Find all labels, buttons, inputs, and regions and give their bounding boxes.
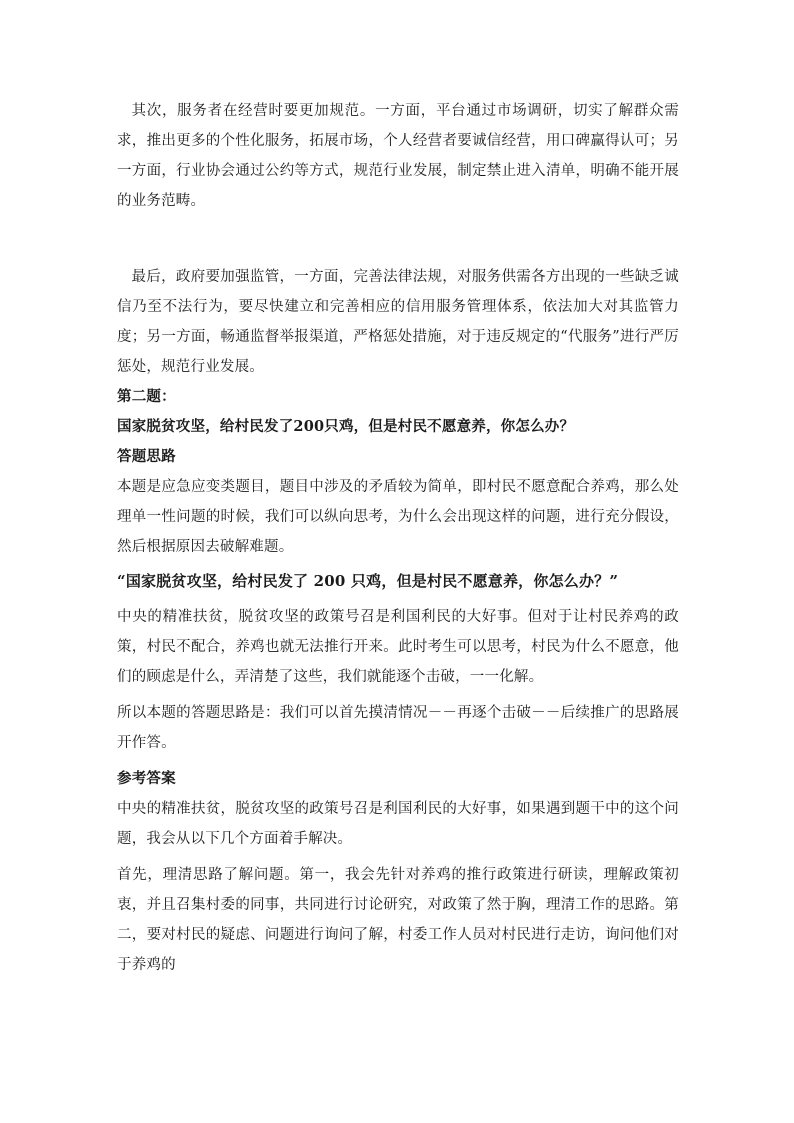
- approach-heading: 答题思路: [117, 448, 176, 465]
- question-title: 国家脱贫攻坚，给村民发了200只鸡，但是村民不愿意养，你怎么办？: [117, 418, 575, 435]
- approach-text: 本题是应急应变类题目，题目中涉及的矛盾较为简单，即村民不愿意配合养鸡，那么处理单一性问题的时候，我们可以纵向思考，为什么会出现这样的问题，进行充分假设，然后根据原因去破解难题。: [117, 479, 679, 555]
- analysis-paragraph-1: 中央的精准扶贫，脱贫攻坚的政策号召是利国利民的大好事。但对于让村民养鸡的政策，村民不配合，养鸡也就无法推行开来。此时考生可以思考，村民为什么不愿意，他们的顾虑是什么，弄清楚了这些，我们就能逐个击破，一一化解。: [117, 609, 679, 685]
- paragraph-second-point: 其次，服务者在经营时要更加规范。一方面，平台通过市场调研，切实了解群众需求，推出更多的个性化服务，拓展市场，个人经营者要诚信经营，用口碑赢得认可；另一方面，行业协会通过公约等方式，规范行业发展，制定禁止进入清单，明确不能开展的业务范畴。: [117, 103, 679, 209]
- answer-heading: 参考答案: [117, 770, 176, 787]
- question-label: 第二题：: [117, 388, 176, 405]
- analysis-paragraph-2: 所以本题的答题思路是：我们可以首先摸清情况－－再逐个击破－－后续推广的思路展开作答。: [117, 705, 679, 751]
- question-quote: “国家脱贫攻坚，给村民发了 200 只鸡，但是村民不愿意养，你怎么办？”: [117, 572, 619, 590]
- answer-first-point: 首先，理清思路了解问题。第一，我会先针对养鸡的推行政策进行研读，理解政策初衷，并且召集村委的同事，共同进行讨论研究，对政策了然于胸，理清工作的思路。第二，要对村民的疑虑、问题进行询问了解，村委工作人员对村民进行走访，询问他们对于养鸡的: [117, 867, 679, 973]
- document-page: [117, 96, 679, 980]
- paragraph-last-point: 最后，政府要加强监管，一方面，完善法律法规，对服务供需各方出现的一些缺乏诚信乃至不法行为，要尽快建立和完善相应的信用服务管理体系，依法加大对其监管力度；另一方面，畅通监督举报渠道，严格惩处措施，对于违反规定的“代服务”进行严厉惩处，规范行业发展。: [117, 269, 679, 375]
- answer-intro: 中央的精准扶贫，脱贫攻坚的政策号召是利国利民的大好事，如果遇到题干中的这个问题，我会从以下几个方面着手解决。: [117, 801, 679, 847]
